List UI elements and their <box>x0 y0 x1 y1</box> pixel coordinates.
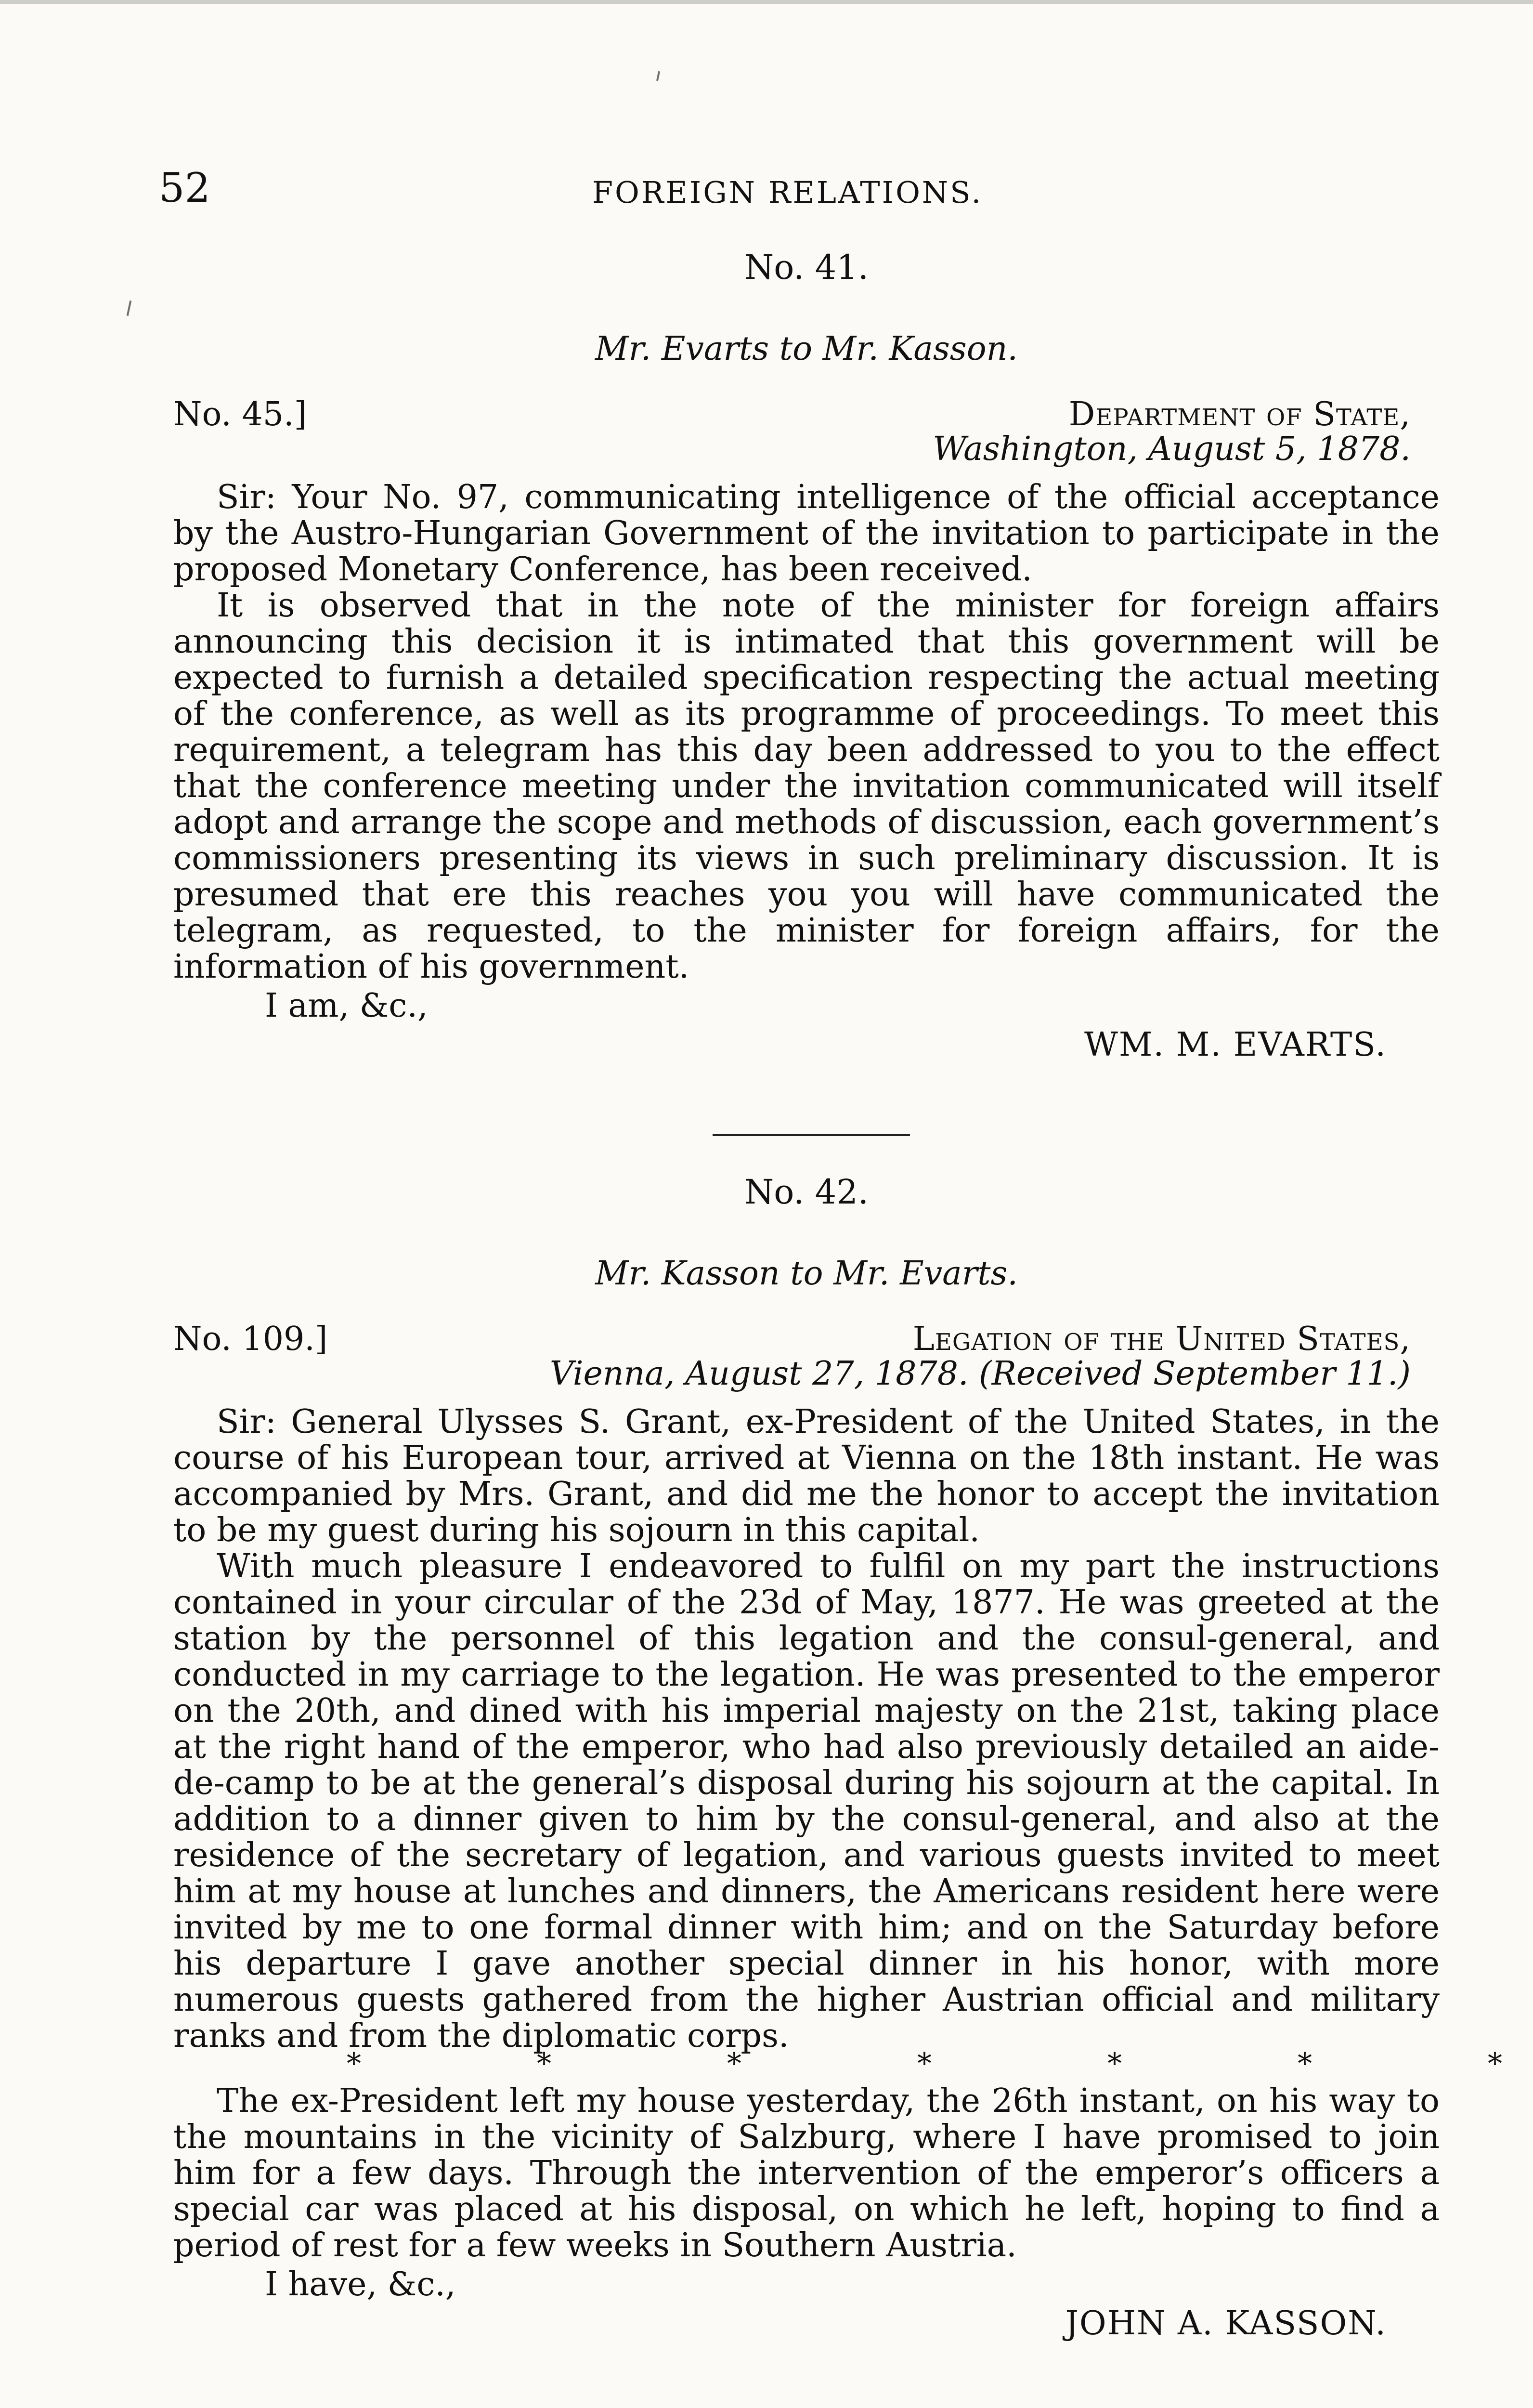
star-mark: * <box>1107 2047 1122 2081</box>
star-mark: * <box>727 2047 741 2081</box>
running-title: FOREIGN RELATIONS. <box>592 175 983 210</box>
star-mark: * <box>1488 2047 1502 2081</box>
letter-paragraph: The ex-President left my house yesterday, the 26th instant, on his way to the mountains in the vicinity of Salzburg, where I have promised to join him for a few days. Through the intervention of the emperor’s officers a special car was placed at his disposal, on which he left, hoping to find a period of rest for a few weeks in Southern Austria. <box>173 2082 1440 2264</box>
star-mark: * <box>1298 2047 1312 2081</box>
page-number: 52 <box>159 164 210 211</box>
letter-closing: I am, &c., <box>265 987 428 1025</box>
document-title: Mr. Evarts to Mr. Kasson. <box>595 330 1018 368</box>
star-mark: * <box>917 2047 932 2081</box>
document-number: No. 41. <box>744 248 869 287</box>
place-line: Department of State, <box>1068 395 1411 433</box>
star-mark: * <box>537 2047 551 2081</box>
signature: JOHN A. KASSON. <box>1065 2304 1387 2343</box>
document-heading-row <box>173 397 1440 479</box>
document-no-42 <box>173 1170 1502 2343</box>
letter-paragraph: It is observed that in the note of the minister for foreign affairs announcing this decision it is intimated that this government will be expected to furnish a detailed specification respecting the actual meeting of the conference, as well as its programme of proceedings. To meet this requirement, a telegram has this day been addressed to you to the effect that the conference meeting under the invitation communicated will itself adopt and arrange the scope and methods of discussion, each government’s commissioners presenting its views in such preliminary discussion. It is presumed that ere this reaches you you will have communicated the telegram, as requested, to the minister for foreign affairs, for the information of his government. <box>173 587 1440 986</box>
section-divider <box>713 1134 910 1136</box>
star-mark: * <box>347 2047 361 2081</box>
letter-closing: I have, &c., <box>265 2265 456 2303</box>
letter-paragraph: With much pleasure I endeavored to fulfil on my part the instructions contained in your circular of the 23d of May, 1877. He was greeted at the station by the personnel of this legation and the consul-general, and conducted in my carriage to the legation. He was presented to the emperor on the 20th, and dined with his imperial majesty on the 21st, taking place at the right hand of the emperor, who had also previously detailed an aide-de-camp to be at the general’s disposal during his sojourn at the capital. In addition to a dinner given to him by the consul-general, and also at the residence of the secretary of legation, and various guests invited to meet him at my house at lunches and dinners, the Americans resident here were invited by me to one formal dinner with him; and on the Saturday before his departure I gave another special dinner in his honor, with more numerous guests gathered from the higher Austrian official and military ranks and from the diplomatic corps. <box>173 1547 1440 2055</box>
letter-paragraph: Sir: General Ulysses S. Grant, ex-President of the United States, in the course of his European tour, arrived at Vienna on the 18th instant. He was accompanied by Mrs. Grant, and did me the honor to accept the invitation to be my guest during his sojourn in this capital. <box>173 1403 1440 1549</box>
place-and-date <box>400 1322 1411 1391</box>
place-line: Legation of the United States, <box>912 1320 1411 1358</box>
print-speck <box>656 71 660 81</box>
document-number: No. 42. <box>744 1172 869 1212</box>
letter-body <box>173 479 1440 985</box>
date-line: Washington, August 5, 1878. <box>933 430 1411 468</box>
despatch-number: No. 109.] <box>173 1320 328 1358</box>
document-no-41 <box>173 246 1440 1063</box>
date-line: Vienna, August 27, 1878. (Received September 11.) <box>549 1355 1411 1393</box>
top-border-rule <box>0 0 1533 4</box>
print-speck <box>127 301 132 316</box>
place-and-date <box>400 397 1411 467</box>
despatch-number: No. 45.] <box>173 395 307 433</box>
signature: WM. M. EVARTS. <box>1084 1026 1387 1064</box>
page-header <box>159 164 1420 217</box>
letter-body <box>173 1403 1502 2264</box>
document-heading-row <box>173 1322 1440 1404</box>
document-title: Mr. Kasson to Mr. Evarts. <box>595 1255 1018 1293</box>
letter-paragraph: Sir: Your No. 97, communicating intelligence of the official acceptance by the Austro-Hungarian Government of the invitation to participate in the proposed Monetary Conference, has been received. <box>173 478 1440 589</box>
